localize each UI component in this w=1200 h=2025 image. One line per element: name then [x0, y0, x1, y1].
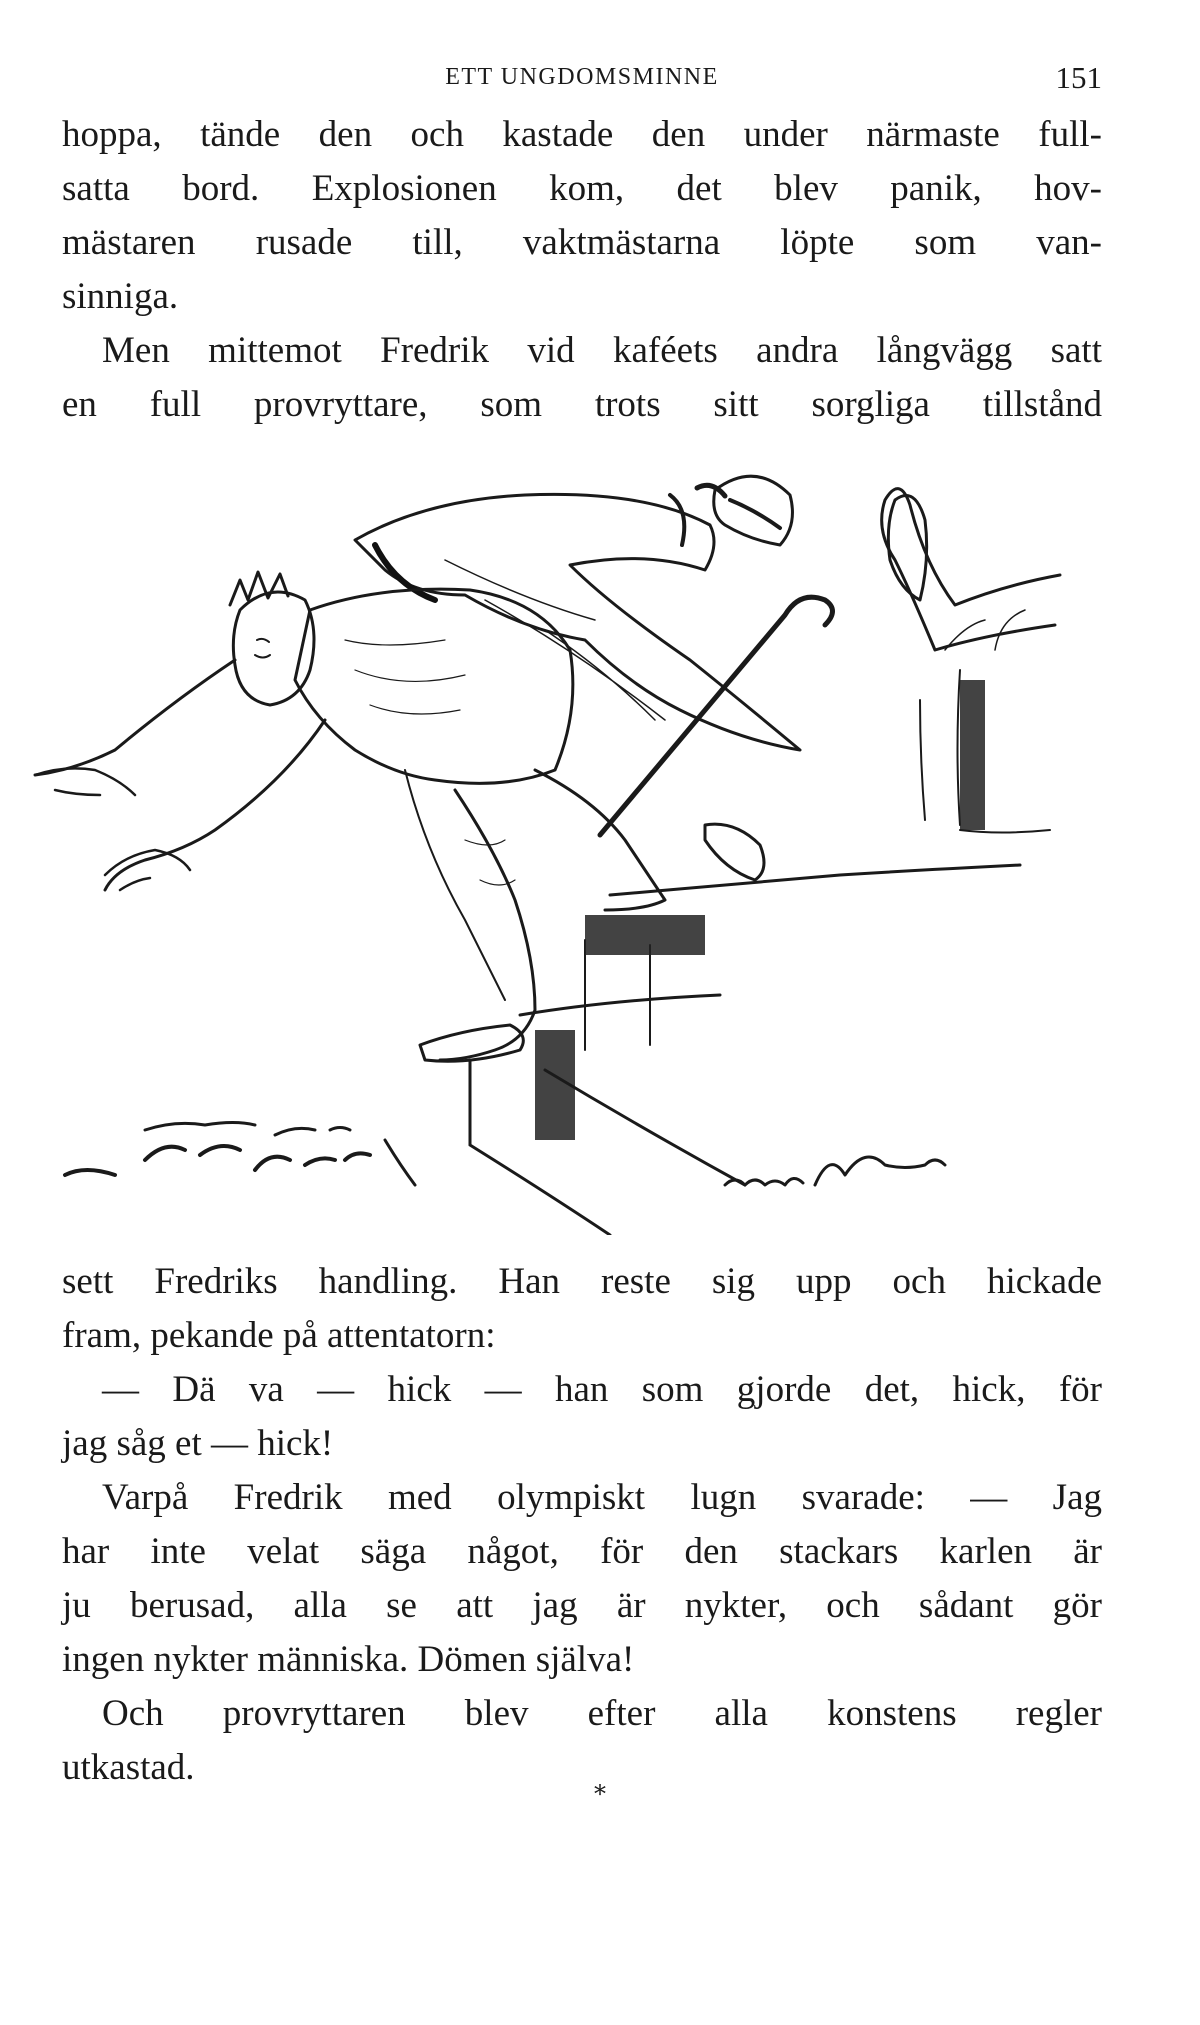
- falling-man-drawing: [35, 572, 764, 1061]
- page-number: 151: [1055, 60, 1102, 95]
- text-line: har inte velat säga något, för den stackars karlen är: [62, 1531, 1102, 1572]
- doorway-drawing: [960, 680, 1050, 833]
- paragraph-dialogue: [62, 1363, 1102, 1471]
- floor-scribbles-drawing: [65, 1123, 415, 1186]
- paragraph-provryttare: [62, 324, 1102, 432]
- flying-coat-drawing: [355, 494, 800, 750]
- bowler-hat-drawing: [697, 476, 792, 545]
- text-line: sinniga.: [62, 276, 179, 317]
- text-line: fram, pekande på attentatorn:: [62, 1315, 496, 1356]
- illustration: [25, 470, 1105, 1235]
- text-line: jag såg et — hick!: [62, 1423, 334, 1464]
- text-line: Och provryttaren blev efter alla konstens regler: [102, 1693, 1102, 1734]
- paragraph-ending: [62, 1687, 1102, 1795]
- cane-drawing: [600, 597, 833, 835]
- section-ornament: *: [594, 1780, 606, 1808]
- text-line: Varpå Fredrik med olympiskt lugn svarade: — Jag: [102, 1477, 1102, 1518]
- signature-drawing: [725, 1157, 945, 1185]
- text-line: ju berusad, alla se att jag är nykter, och sådant gör: [62, 1585, 1102, 1626]
- text-line: Men mittemot Fredrik vid kaféets andra långvägg satt: [102, 330, 1102, 371]
- paragraph-continuation: [62, 108, 1102, 324]
- text-line: — Dä va — hick — han som gjorde det, hick, för: [102, 1369, 1102, 1410]
- running-head: [62, 60, 1102, 100]
- text-line: satta bord. Explosionen kom, det blev panik, hov-: [62, 168, 1102, 209]
- text-line: mästaren rusade till, vaktmästarna löpte som van-: [62, 222, 1102, 263]
- text-line: sett Fredriks handling. Han reste sig upp och hickade: [62, 1261, 1102, 1302]
- text-line: utkastad.: [62, 1747, 195, 1788]
- steps-drawing: [470, 865, 1020, 1235]
- paragraph-reply: [62, 1471, 1102, 1687]
- text-line: ingen nykter människa. Dömen själva!: [62, 1639, 635, 1680]
- running-title: ETT UNGDOMSMINNE: [445, 64, 719, 90]
- text-line: en full provryttare, som trots sitt sorgliga tillstånd: [62, 384, 1102, 425]
- paragraph-handling: [62, 1255, 1102, 1363]
- text-line: hoppa, tände den och kastade den under närmaste full-: [62, 114, 1102, 155]
